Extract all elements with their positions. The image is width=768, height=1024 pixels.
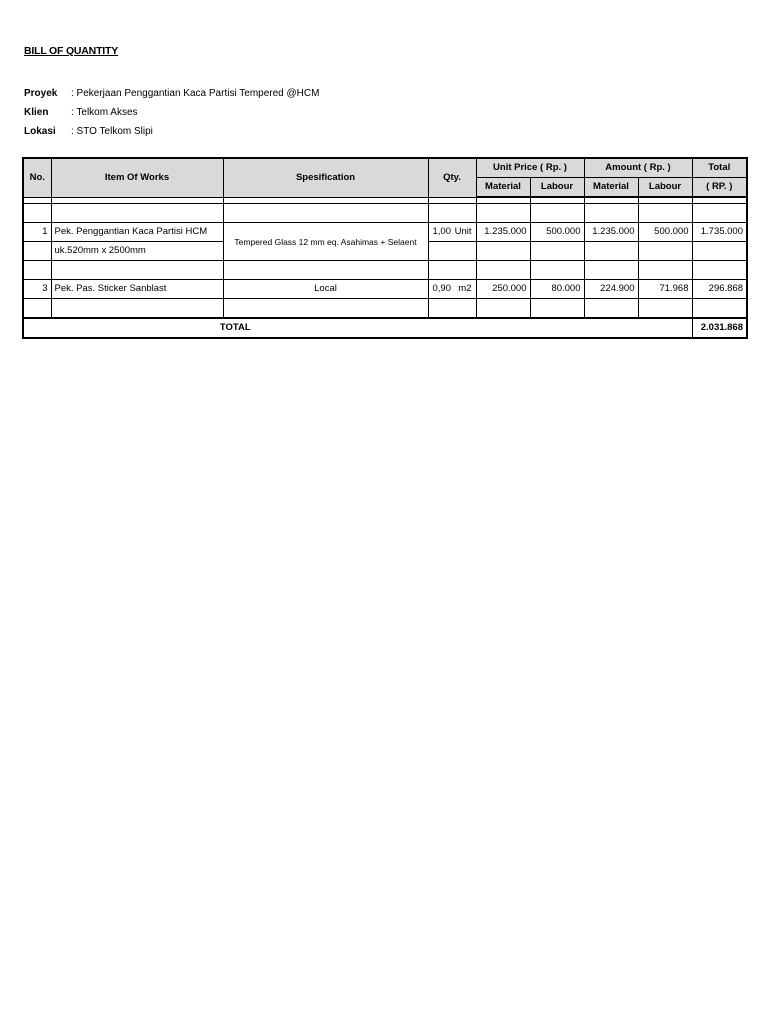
row-qty-unit: Unit — [454, 226, 472, 237]
row-qty — [428, 223, 476, 242]
document-title: BILL OF QUANTITY — [24, 45, 119, 57]
row-qty — [428, 280, 476, 299]
row-qty-value: 1,00 — [432, 226, 451, 237]
project-label: Proyek — [24, 88, 58, 99]
table-row — [23, 223, 747, 242]
client-label: Klien — [24, 107, 49, 118]
row-qty-unit: m2 — [458, 283, 472, 294]
header-price-labour: Labour — [530, 178, 584, 198]
header-amount-material: Material — [584, 178, 638, 198]
header-qty: Qty. — [428, 158, 476, 197]
header-amount-labour: Labour — [638, 178, 692, 198]
header-no: No. — [23, 158, 51, 197]
blank-row — [23, 261, 747, 280]
total-row — [23, 318, 747, 338]
row-amount-material: 1.235.000 — [584, 223, 638, 242]
row-item: Pek. Penggantian Kaca Partisi HCM — [51, 223, 223, 242]
client-row — [24, 103, 319, 122]
total-label-text: TOTAL — [219, 322, 251, 333]
location-row — [24, 122, 319, 141]
row-price-material: 250.000 — [476, 280, 530, 299]
header-row-1 — [23, 158, 747, 178]
row-total: 1.735.000 — [692, 223, 747, 242]
header-item: Item Of Works — [51, 158, 223, 197]
row-qty-value: 0,90 — [432, 283, 451, 294]
location-value: : STO Telkom Slipi — [71, 126, 153, 137]
row-spec: Tempered Glass 12 mm eq. Asahimas + Selaent — [223, 223, 428, 261]
row-item-line2: uk.520mm x 2500mm — [51, 242, 223, 261]
location-label: Lokasi — [24, 126, 56, 137]
blank-row — [23, 204, 747, 223]
header-spec: Spesification — [223, 158, 428, 197]
row-amount-labour: 71.968 — [638, 280, 692, 299]
row-price-labour: 80.000 — [530, 280, 584, 299]
row-price-material: 1.235.000 — [476, 223, 530, 242]
row-no: 3 — [23, 280, 51, 299]
row-amount-material: 224.900 — [584, 280, 638, 299]
header-unit-price: Unit Price ( Rp. ) — [476, 158, 584, 178]
header-total: Total — [692, 158, 747, 178]
project-value: : Pekerjaan Penggantian Kaca Partisi Tempered @HCM — [71, 88, 320, 99]
header-amount: Amount ( Rp. ) — [584, 158, 692, 178]
row-total: 296.868 — [692, 280, 747, 299]
header-total-unit: ( RP. ) — [692, 178, 747, 198]
header-price-material: Material — [476, 178, 530, 198]
bill-of-quantity-table — [22, 157, 748, 339]
project-row — [24, 84, 319, 103]
blank-row — [23, 299, 747, 319]
row-price-labour: 500.000 — [530, 223, 584, 242]
row-no: 1 — [23, 223, 51, 242]
project-info — [24, 84, 319, 141]
row-spec: Local — [223, 280, 428, 299]
grand-total: 2.031.868 — [692, 318, 747, 338]
client-value: : Telkom Akses — [71, 107, 138, 118]
row-amount-labour: 500.000 — [638, 223, 692, 242]
table-row — [23, 280, 747, 299]
row-item: Pek. Pas. Sticker Sanblast — [51, 280, 223, 299]
total-label — [23, 318, 692, 338]
